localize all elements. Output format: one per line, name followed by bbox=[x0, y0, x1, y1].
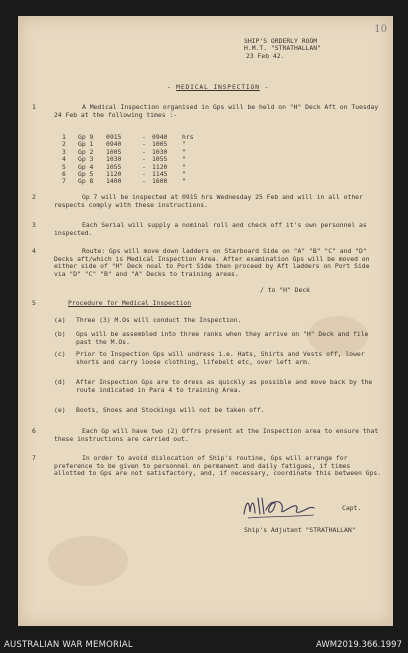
time-separator: - bbox=[142, 169, 146, 178]
paragraph-3 bbox=[32, 222, 382, 242]
paragraph-text: A Medical Inspection organised in Gps will be held on "H" Deck Aft on Tuesday 24 Feb at the following times :- bbox=[54, 103, 379, 119]
end-time: 0940 bbox=[152, 133, 168, 141]
paragraph-number: 4 bbox=[32, 247, 36, 255]
group-name: Gp 5 bbox=[78, 169, 94, 178]
start-time: 1400 bbox=[106, 177, 122, 186]
document-title: - MEDICAL INSPECTION - bbox=[166, 83, 270, 91]
start-time: 1120 bbox=[106, 169, 122, 178]
paragraph-text: Route: Gps will move down ladders on Starboard Side on "A" "B" "C" and "D" Decks aft/which is Medical Inspection Area. After examination Gps will be moved on either side of "H" Deck noal to Port Side then proceed by Aft ladders on Port Side via "D" "C" "B" and "A" Decks to training areas. bbox=[54, 247, 370, 278]
footer-accession-number: AWM2019.366.1997 bbox=[316, 640, 402, 650]
paragraph-number: 3 bbox=[32, 221, 36, 229]
group-name: Gp 1 bbox=[78, 140, 94, 149]
end-time: 1030 bbox=[152, 147, 168, 156]
start-time: 1005 bbox=[106, 147, 122, 156]
paragraph-text: In order to avoid dislocation of Ship's routine, Gps will arrange for preference to be given to personnel on permanent and daily fatigues, if times allotted to Gps are not satisfactory, and, if necessary, coordinate this between Gps. bbox=[54, 454, 382, 478]
serial-number: 1 bbox=[62, 133, 66, 141]
start-time: 0940 bbox=[106, 140, 122, 149]
paragraph-1 bbox=[32, 104, 382, 124]
paragraph-4 bbox=[32, 248, 382, 298]
document-page bbox=[18, 16, 393, 626]
start-time: 1030 bbox=[106, 155, 122, 164]
end-time: 1600 bbox=[152, 177, 168, 186]
time-separator: - bbox=[142, 162, 146, 171]
time-separator: - bbox=[142, 177, 146, 186]
paragraph-number: 7 bbox=[32, 454, 36, 462]
start-time: 1055 bbox=[106, 162, 122, 171]
paragraph-number: 6 bbox=[32, 427, 36, 435]
end-time: 1005 bbox=[152, 140, 168, 149]
serial-number: 5 bbox=[62, 162, 66, 171]
serial-number: 4 bbox=[62, 155, 66, 164]
procedure-item-d: (d) After Inspection Gps are to dress as quickly as possible and move back by the route indicated in Para 4 to training Area. bbox=[54, 378, 373, 394]
document-header bbox=[244, 38, 321, 60]
paragraph-text: Gp 7 will be inspected at 0915 hrs Wednesday 25 Feb and will in all other respects comply with these instructions. bbox=[54, 193, 363, 209]
group-name: Gp 4 bbox=[78, 162, 94, 171]
paragraph-text: Each Serial will supply a nominal roll and check off it's own personnel as inspected. bbox=[54, 221, 367, 237]
signature-title: Ship's Adjutant "STRATHALLAN" bbox=[244, 526, 356, 534]
paragraph-6 bbox=[32, 428, 382, 448]
schedule-row bbox=[62, 178, 202, 185]
time-separator: - bbox=[142, 147, 146, 156]
end-time: 1120 bbox=[152, 162, 168, 171]
inspection-schedule bbox=[62, 134, 202, 186]
serial-number: 6 bbox=[62, 169, 66, 178]
paragraph-number: 2 bbox=[32, 193, 36, 201]
paragraph-7 bbox=[32, 455, 382, 491]
procedure-item-e: (e) Boots, Shoes and Stockings will not be taken off. bbox=[54, 406, 265, 414]
time-unit: " bbox=[182, 140, 186, 149]
time-separator: - bbox=[142, 140, 146, 149]
time-unit: " bbox=[182, 147, 186, 156]
time-separator: - bbox=[142, 155, 146, 164]
page-number: 10 bbox=[374, 24, 387, 35]
paragraph-5 bbox=[32, 300, 382, 310]
serial-number: 7 bbox=[62, 177, 66, 186]
header-ship: H.M.T. "STRATHALLAN" bbox=[244, 44, 321, 53]
paper-stain bbox=[48, 536, 128, 586]
start-time: 0915 bbox=[106, 133, 122, 141]
procedure-item-b: (b) Gps will be assembled into three ranks when they arrive on "H" Deck and file past the M.Os. bbox=[54, 330, 369, 346]
footer-institution: AUSTRALIAN WAR MEMORIAL bbox=[4, 640, 133, 650]
handwritten-signature bbox=[240, 492, 320, 522]
serial-number: 3 bbox=[62, 147, 66, 156]
group-name: Gp 8 bbox=[78, 177, 94, 186]
time-unit: " bbox=[182, 155, 186, 164]
paragraph-number: 5 bbox=[32, 299, 36, 307]
procedure-item-c: (c) Prior to Inspection Gps will undress i.e. Hats, Shirts and Vests off, lower shorts and carry loose clothing, lifebelt etc, over left arm. bbox=[54, 350, 365, 366]
time-separator: - bbox=[142, 133, 146, 141]
paragraph-2 bbox=[32, 194, 382, 214]
time-unit: " bbox=[182, 162, 186, 171]
procedure-heading: Procedure for Medical Inspection bbox=[68, 299, 192, 307]
serial-number: 2 bbox=[62, 140, 66, 149]
signature-rank: Capt. bbox=[342, 504, 362, 512]
header-office: SHIP'S ORDERLY ROOM bbox=[244, 37, 318, 45]
end-time: 1055 bbox=[152, 155, 168, 164]
header-date: 23 Feb 42. bbox=[246, 51, 285, 60]
group-name: Gp 9 bbox=[78, 133, 94, 141]
time-unit: " bbox=[182, 177, 186, 186]
handwritten-insert: / to "H" Deck bbox=[260, 286, 311, 294]
paragraph-text: Each Gp will have two (2) Offrs present at the Inspection area to ensure that these instructions are carried out. bbox=[54, 427, 379, 443]
paragraph-number: 1 bbox=[32, 103, 36, 111]
group-name: Gp 3 bbox=[78, 155, 94, 164]
end-time: 1145 bbox=[152, 169, 168, 178]
group-name: Gp 2 bbox=[78, 147, 94, 156]
time-unit: " bbox=[182, 169, 186, 178]
procedure-item-a: (a) Three (3) M.Os will conduct the Inspection. bbox=[54, 316, 242, 324]
time-unit: hrs bbox=[182, 133, 194, 141]
